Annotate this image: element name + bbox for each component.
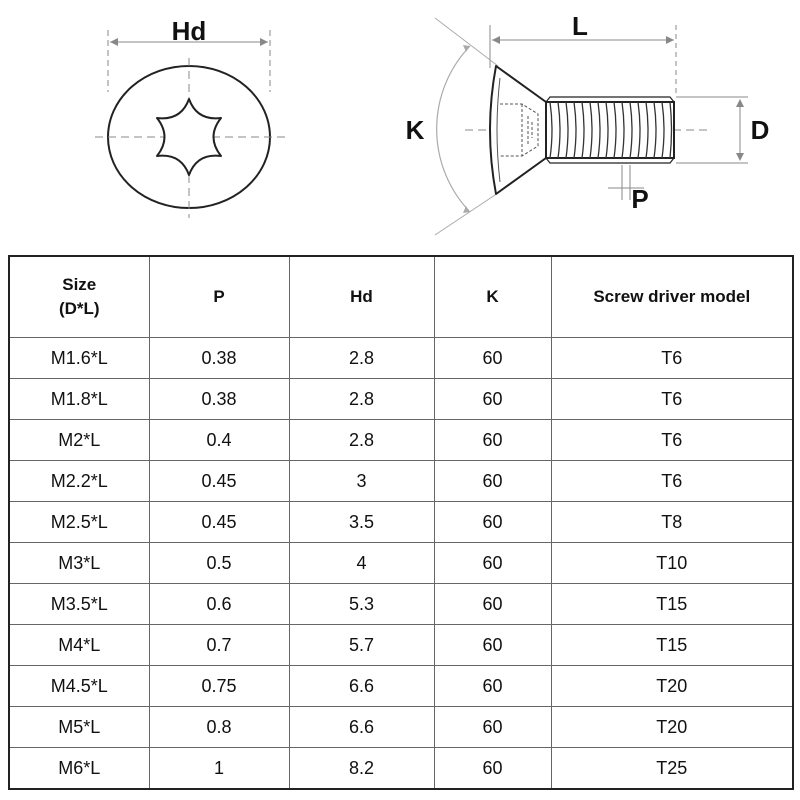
table-row [9,338,793,379]
cell-size: M3*L [9,543,149,584]
cell-k: 60 [434,543,551,584]
header-hd: Hd [289,256,434,338]
header-k: K [434,256,551,338]
cell-hd: 2.8 [289,420,434,461]
cell-size: M1.6*L [9,338,149,379]
header-driver-model: Screw driver model [551,256,793,338]
table-row [9,666,793,707]
cell-p: 0.5 [149,543,289,584]
cell-driver-model: T8 [551,502,793,543]
cell-driver-model: T15 [551,584,793,625]
head-top-view [95,16,285,218]
cell-size: M2*L [9,420,149,461]
table-row [9,543,793,584]
cell-k: 60 [434,584,551,625]
l-label: L [572,11,588,41]
cell-hd: 5.7 [289,625,434,666]
cell-k: 60 [434,338,551,379]
cell-p: 0.75 [149,666,289,707]
cell-k: 60 [434,666,551,707]
cell-hd: 8.2 [289,748,434,790]
cell-driver-model: T6 [551,420,793,461]
cell-driver-model: T6 [551,338,793,379]
hd-label: Hd [171,16,207,46]
table-row [9,461,793,502]
cell-p: 0.4 [149,420,289,461]
cell-k: 60 [434,379,551,420]
cell-k: 60 [434,420,551,461]
k-label: K [405,115,425,145]
cell-p: 1 [149,748,289,790]
table-row [9,502,793,543]
cell-hd: 6.6 [289,707,434,748]
cell-driver-model: T20 [551,666,793,707]
cell-driver-model: T15 [551,625,793,666]
d-label: D [750,115,770,145]
cell-size: M5*L [9,707,149,748]
cell-size: M6*L [9,748,149,790]
p-label: P [631,184,649,214]
cell-k: 60 [434,461,551,502]
table-header-row [9,256,793,338]
cell-hd: 3.5 [289,502,434,543]
cell-size: M2.5*L [9,502,149,543]
cell-k: 60 [434,748,551,790]
cell-p: 0.6 [149,584,289,625]
cell-p: 0.45 [149,502,289,543]
screw-side-view [406,11,770,235]
cell-hd: 5.3 [289,584,434,625]
header-p: P [149,256,289,338]
cell-driver-model: T6 [551,461,793,502]
cell-hd: 2.8 [289,379,434,420]
cell-hd: 3 [289,461,434,502]
cell-k: 60 [434,625,551,666]
cell-p: 0.45 [149,461,289,502]
cell-size: M1.8*L [9,379,149,420]
table-row [9,379,793,420]
cell-driver-model: T10 [551,543,793,584]
cell-p: 0.38 [149,338,289,379]
cell-p: 0.8 [149,707,289,748]
cell-size: M3.5*L [9,584,149,625]
cell-size: M4*L [9,625,149,666]
table-row [9,707,793,748]
cell-k: 60 [434,707,551,748]
cell-k: 60 [434,502,551,543]
cell-size: M2.2*L [9,461,149,502]
cell-size: M4.5*L [9,666,149,707]
table-row [9,584,793,625]
table-row [9,748,793,790]
cell-driver-model: T20 [551,707,793,748]
cell-p: 0.7 [149,625,289,666]
cell-hd: 2.8 [289,338,434,379]
screw-diagram [0,0,800,250]
screw-spec-table [8,255,794,790]
header-size: Size (D*L) [9,256,149,338]
cell-hd: 4 [289,543,434,584]
cell-driver-model: T6 [551,379,793,420]
cell-hd: 6.6 [289,666,434,707]
cell-p: 0.38 [149,379,289,420]
cell-driver-model: T25 [551,748,793,790]
table-row [9,420,793,461]
table-row [9,625,793,666]
